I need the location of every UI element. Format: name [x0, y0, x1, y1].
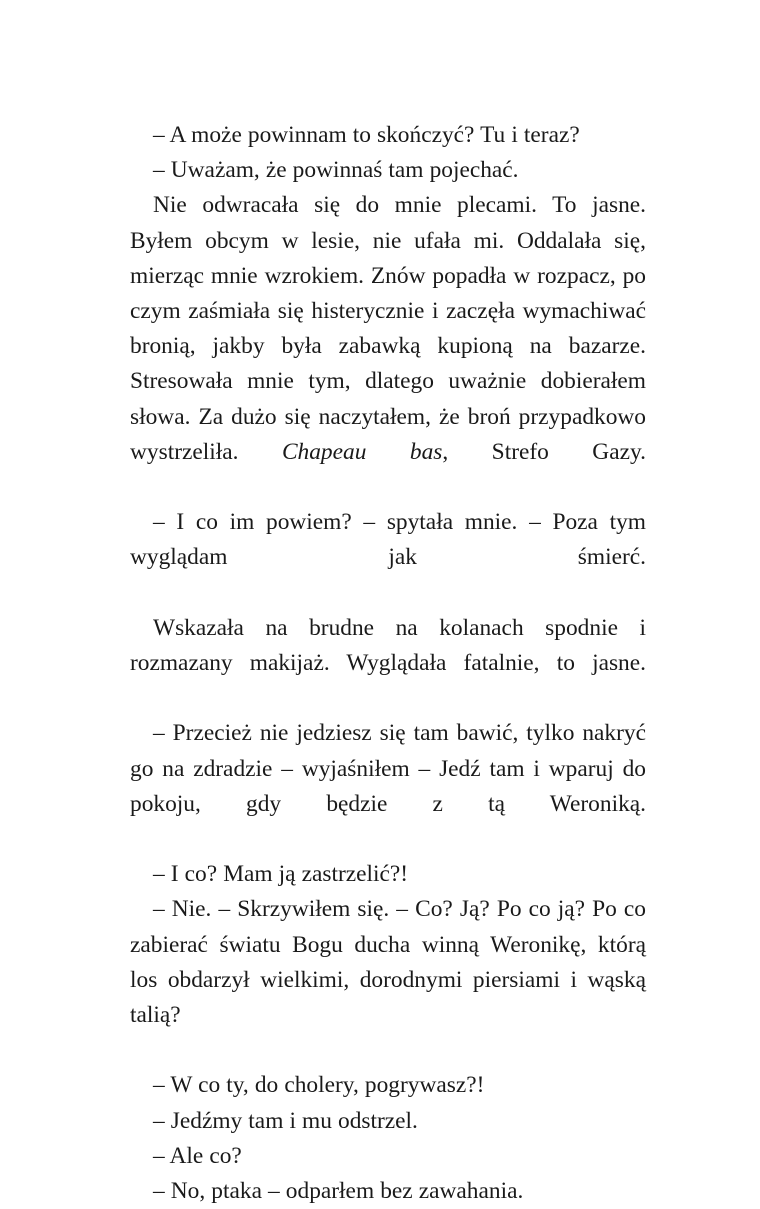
italic-phrase-chapeau: Chapeau	[281, 438, 367, 465]
paragraph-dialogue: – I co? Mam ją zastrzelić?!	[153, 861, 409, 888]
paragraph-text-run: Nie odwracała się do mnie plecami. To jasne. Byłem obcym w lesie, nie ufała mi. Oddalała się, mierząc mnie wzrokiem. Znów popadła w rozpacz, po czym zaśmiała się histerycznie i zaczęła wymachiwać bronią, jakby była zabawką kupioną na bazarze. Stresowała mnie tym, dlatego uważnie dobierałem słowa. Za dużo się naczytałem, że broń przypadkowo wystrzeliła.	[130, 192, 646, 465]
paragraph-dialogue: – Jedźmy tam i mu odstrzel.	[153, 1107, 418, 1134]
paragraph-dialogue: – Nie. – Skrzywiłem się. – Co? Ją? Po co ją? Po co zabierać światu Bogu ducha winną Weronikę, którą los obdarzył wielkimi, dorodnymi piersiami i wąską talią?	[130, 896, 646, 1029]
paragraph-dialogue: – A może powinnam to skończyć? Tu i teraz?	[153, 122, 580, 148]
paragraph-dialogue: – I co im powiem? – spytała mnie. – Poza tym wyglądam jak śmierć.	[130, 509, 646, 571]
paragraph-text-run	[366, 439, 409, 465]
page-text-block	[130, 118, 646, 1209]
paragraph-narration	[130, 188, 646, 505]
paragraph-narration: Wskazała na brudne na kolanach spodnie i rozmazany makijaż. Wyglądała fatalnie, to jasne.	[130, 614, 646, 677]
italic-phrase-bas: bas	[409, 438, 443, 465]
paragraph-text-run: , Strefo Gazy.	[442, 438, 646, 465]
paragraph-dialogue: – Przecież nie jedziesz się tam bawić, tylko nakryć go na zdradzie – wyjaśniłem – Jedź tam i wparuj do pokoju, gdy będzie z tą Weroniką.	[130, 720, 646, 817]
paragraph-dialogue: – No, ptaka – odparłem bez zawahania.	[153, 1178, 524, 1205]
paragraph-dialogue: – W co ty, do cholery, pogrywasz?!	[153, 1072, 485, 1099]
paragraph-dialogue: – Ale co?	[153, 1142, 242, 1169]
paragraph-dialogue: – Uważam, że powinnaś tam pojechać.	[153, 157, 519, 184]
